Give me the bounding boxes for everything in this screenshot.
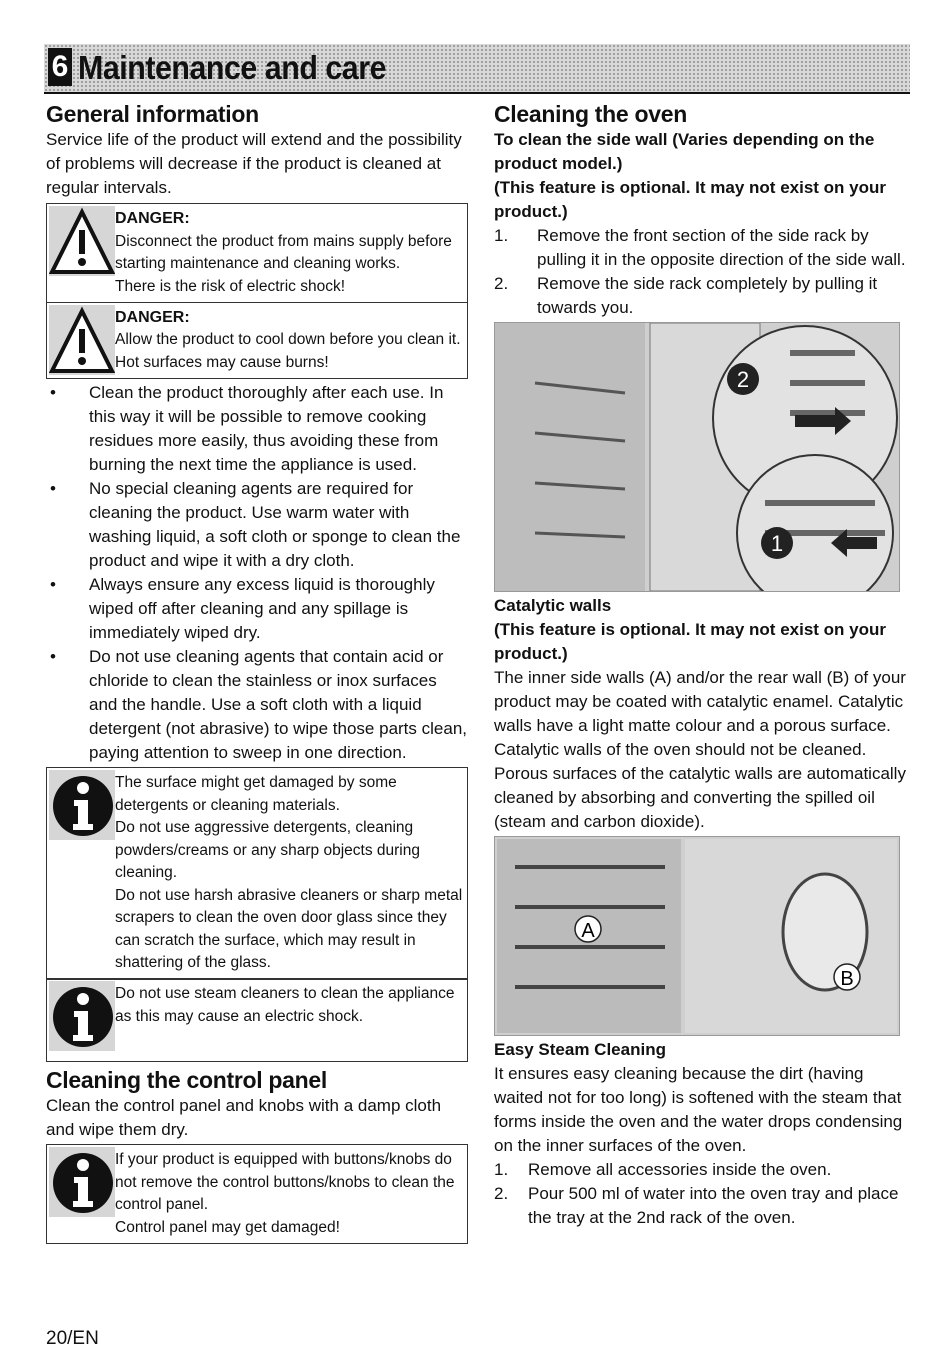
danger-label: DANGER: <box>115 308 190 326</box>
danger-text: There is the risk of electric shock! <box>115 277 345 295</box>
list-item: 1. Remove the front section of the side rack by pulling it in the opposite direction of the side wall. <box>494 226 906 269</box>
steam-steps <box>494 1158 914 1230</box>
catalytic-walls-illustration <box>495 837 899 1035</box>
list-item: 1. Remove all accessories inside the oven. <box>494 1160 832 1179</box>
panel-intro: Clean the control panel and knobs with a damp cloth and wipe them dry. <box>46 1096 442 1139</box>
danger-label: DANGER: <box>115 210 190 227</box>
oven-heading: Cleaning the oven <box>494 101 687 127</box>
cleaning-bullet-list <box>46 381 468 765</box>
info-box-2 <box>46 978 468 1062</box>
warning-triangle-icon <box>49 305 115 375</box>
list-item: • Always ensure any excess liquid is thoroughly wiped off after cleaning and any spillage is immediately wiped dry. <box>46 573 468 645</box>
info-box-1 <box>46 767 468 980</box>
list-item: • Do not use cleaning agents that contain acid or chloride to clean the stainless or inox surfaces and the handle. Use a soft cloth with a liquid detergent (not abrasive) to wipe those parts clean, paying attention to sweep in one direction. <box>46 645 468 765</box>
side-rack-steps <box>494 224 914 320</box>
section-number: 6 <box>48 48 72 86</box>
danger-text: Allow the product to cool down before you clean it. <box>115 331 461 348</box>
panel-heading: Cleaning the control panel <box>46 1067 328 1093</box>
side-rack-image <box>494 322 900 592</box>
image-label-a: A <box>581 920 595 942</box>
image-label-b: B <box>840 968 854 990</box>
image-callout-1: 1 <box>770 531 784 556</box>
side-rack-illustration <box>495 323 899 591</box>
side-wall-heading: To clean the side wall (Varies depending on the product model.) <box>494 130 875 173</box>
info-icon <box>49 981 115 1051</box>
page-title: Maintenance and care <box>78 49 387 86</box>
danger-text: Disconnect the product from mains supply before starting maintenance and cleaning works. <box>115 232 452 272</box>
general-heading: General information <box>46 101 259 127</box>
danger-box-1 <box>46 203 468 303</box>
danger-text: Hot surfaces may cause burns! <box>115 353 329 371</box>
catalytic-optional-note: (This feature is optional. It may not exist on your product.) <box>494 620 886 663</box>
list-item: • No special cleaning agents are required for cleaning the product. Use warm water with washing liquid, a soft cloth or sponge to clean the product and wipe it with a dry cloth. <box>46 477 468 573</box>
steam-heading: Easy Steam Cleaning <box>494 1040 666 1059</box>
general-intro: Service life of the product will extend and the possibility of problems will decrease if the product is cleaned at regular intervals. <box>46 130 462 197</box>
side-wall-optional-note: (This feature is optional. It may not exist on your product.) <box>494 178 886 221</box>
page-number: 20/EN <box>46 1328 99 1349</box>
catalytic-walls-image <box>494 836 900 1036</box>
info-text: The surface might get damaged by some detergents or cleaning materials. <box>115 774 397 814</box>
right-column <box>494 100 914 1230</box>
image-callout-2: 2 <box>736 367 750 392</box>
info-text: If your product is equipped with buttons/knobs do not remove the control buttons/knobs to clean the control panel. <box>115 1151 455 1213</box>
steam-text: It ensures easy cleaning because the dirt (having waited not for too long) is softened with the steam that forms inside the oven and the water drops condensing on the inner surfaces of the oven. <box>494 1064 903 1155</box>
info-box-3 <box>46 1144 468 1244</box>
left-column <box>46 100 468 1244</box>
info-text: Do not use harsh abrasive cleaners or sharp metal scrapers to clean the oven door glass since they can scratch the surface, which may result in shattering of the glass. <box>115 886 463 971</box>
list-item: 2. Remove the side rack completely by pulling it towards you. <box>494 274 878 317</box>
info-text: Do not use steam cleaners to clean the appliance as this may cause an electric shock. <box>115 985 455 1025</box>
info-text: Do not use aggressive detergents, cleaning powders/creams or any sharp objects during cleaning. <box>115 819 420 881</box>
warning-triangle-icon <box>49 206 115 276</box>
info-icon <box>49 770 115 840</box>
catalytic-text: The inner side walls (A) and/or the rear wall (B) of your product may be coated with catalytic enamel. Catalytic walls have a light matte colour and a porous surface. Catalytic walls of the oven should not be cleaned. Porous surfaces of the catalytic walls are automatically cleaned by absorbing and converting the spilled oil (steam and carbon dioxide). <box>494 668 906 831</box>
list-item: 2. Pour 500 ml of water into the oven tray and place the tray at the 2nd rack of the oven. <box>494 1184 899 1227</box>
info-icon <box>49 1147 115 1217</box>
list-item: • Clean the product thoroughly after each use. In this way it will be possible to remove cooking residues more easily, thus avoiding these from burning the next time the appliance is used. <box>46 381 468 477</box>
catalytic-heading: Catalytic walls <box>494 596 612 615</box>
danger-box-2 <box>46 302 468 380</box>
info-text: Control panel may get damaged! <box>115 1218 340 1236</box>
